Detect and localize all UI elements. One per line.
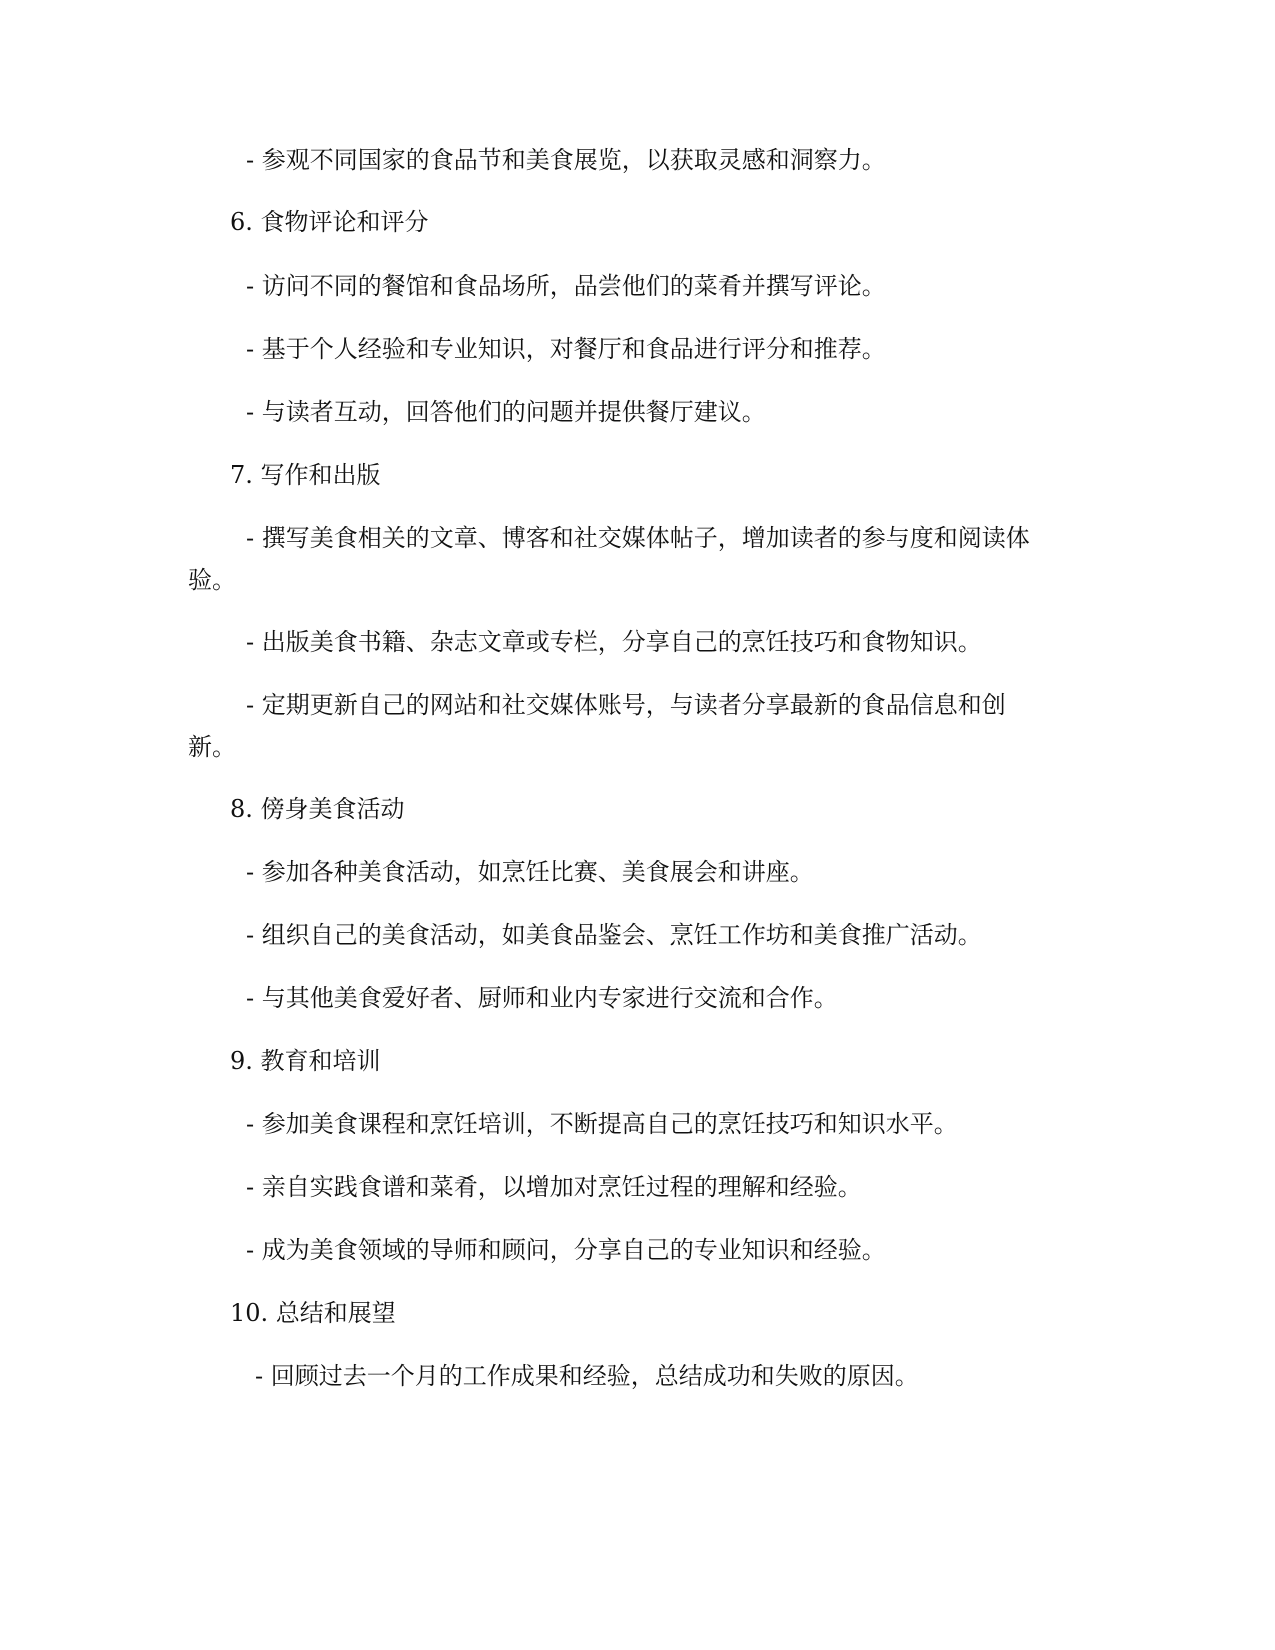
bullet-write-articles: - 撰写美食相关的文章、博客和社交媒体帖子，增加读者的参与度和阅读体 (246, 524, 1030, 552)
bullet-publish-books: - 出版美食书籍、杂志文章或专栏，分享自己的烹饪技巧和食物知识。 (246, 628, 982, 656)
bullet-mentor-advisor: - 成为美食领域的导师和顾问，分享自己的专业知识和经验。 (246, 1236, 886, 1264)
section-heading-7: 7. 写作和出版 (230, 461, 381, 489)
bullet-review-month: - 回顾过去一个月的工作成果和经验，总结成功和失败的原因。 (255, 1362, 919, 1390)
bullet-exchange-cooperate: - 与其他美食爱好者、厨师和业内专家进行交流和合作。 (246, 984, 838, 1012)
bullet-reader-interaction: - 与读者互动，回答他们的问题并提供餐厅建议。 (246, 398, 766, 426)
bullet-food-festivals: - 参观不同国家的食品节和美食展览，以获取灵感和洞察力。 (246, 146, 886, 174)
bullet-update-website: - 定期更新自己的网站和社交媒体账号，与读者分享最新的食品信息和创 (246, 691, 1006, 719)
section-heading-8: 8. 傍身美食活动 (230, 795, 405, 823)
section-heading-9: 9. 教育和培训 (230, 1047, 381, 1075)
bullet-rate-recommend: - 基于个人经验和专业知识，对餐厅和食品进行评分和推荐。 (246, 335, 886, 363)
bullet-cooking-courses: - 参加美食课程和烹饪培训，不断提高自己的烹饪技巧和知识水平。 (246, 1110, 958, 1138)
bullet-update-website-continuation: 新。 (188, 733, 236, 761)
bullet-organize-events: - 组织自己的美食活动，如美食品鉴会、烹饪工作坊和美食推广活动。 (246, 921, 982, 949)
section-heading-6: 6. 食物评论和评分 (230, 208, 429, 236)
bullet-join-events: - 参加各种美食活动，如烹饪比赛、美食展会和讲座。 (246, 858, 814, 886)
bullet-write-articles-continuation: 验。 (188, 566, 236, 594)
section-heading-10: 10. 总结和展望 (230, 1299, 396, 1327)
bullet-visit-restaurants: - 访问不同的餐馆和食品场所，品尝他们的菜肴并撰写评论。 (246, 272, 886, 300)
bullet-practice-recipes: - 亲自实践食谱和菜肴，以增加对烹饪过程的理解和经验。 (246, 1173, 862, 1201)
